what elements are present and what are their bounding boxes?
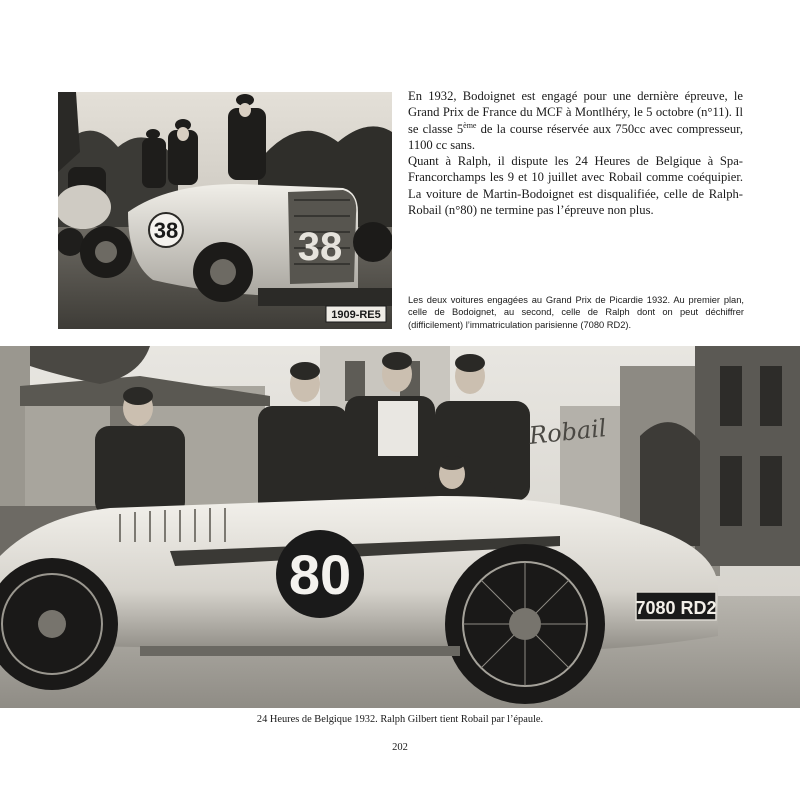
caption-bottom-photo: 24 Heures de Belgique 1932. Ralph Gilbert tient Robail par l’épaule.	[256, 714, 544, 725]
paragraph-1	[408, 88, 743, 153]
license-plate-bottom: 7080 RD2	[635, 598, 717, 618]
page-number: 202	[392, 742, 408, 753]
paragraph-2: Quant à Ralph, il dispute les 24 Heures de Belgique à Spa-Francorchamps les 9 et 10 juillet avec Robail comme coéquipier. La voiture de Martin-Bodoignet est disqualifiée, celle de Ralph-Robail (n°80) ne termine pas l’épreuve non plus.	[408, 154, 743, 218]
ordinal-superscript: ème	[463, 120, 477, 130]
license-plate-top: 1909-RE5	[331, 309, 381, 321]
signature: Robail	[527, 414, 608, 450]
photo-top-image	[58, 92, 392, 329]
paragraph-1-text-a: En 1932, Bodoignet est engagé pour une dernière épreuve, le Grand Prix de France du MCF à Montlhéry, le 5 octobre (n°11). Il se classe 5	[408, 89, 743, 136]
paragraph-1-text-b: de la course réservée aux 750cc avec compresseur, 1100 cc sans.	[408, 121, 743, 152]
photo-bottom-image	[0, 346, 800, 708]
photo-24-heures-belgique	[0, 346, 800, 708]
caption-top-photo: Les deux voitures engagées au Grand Prix de Picardie 1932. Au premier plan, celle de Bodoignet, au second, celle de Ralph dont on peut déchiffrer (difficilement) l’immatriculation parisienne (7080 RD2).	[408, 295, 744, 330]
car-number-38: 38	[297, 225, 343, 269]
car-number-80: 80	[288, 543, 352, 606]
car-number-side: 38	[153, 218, 179, 243]
body-text	[408, 88, 743, 218]
photo-grand-prix-picardie	[58, 92, 392, 329]
